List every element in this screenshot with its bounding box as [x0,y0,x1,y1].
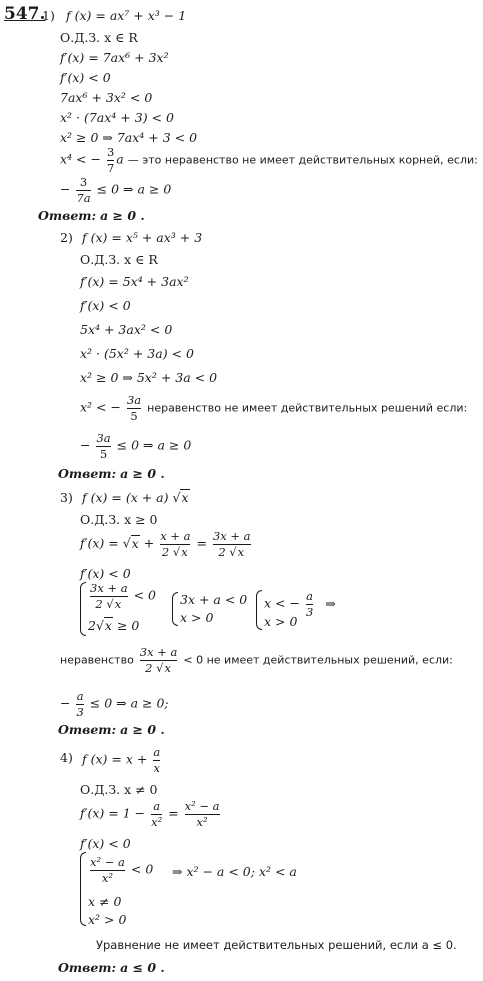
part3-derivative: f′(x) = √x + $\frac{x + a}{2 √x}$ = $\frac{3x + a}{2 √x}$ [80,529,251,559]
part3-system3-brace [256,590,262,630]
part4-number: 4) [60,750,73,765]
part3-system2-row1: 3x + a < 0 [180,592,248,607]
part1-function: f (x) = ax⁷ + x³ − 1 [66,8,187,23]
part3-domain: О.Д.З. x ≥ 0 [80,512,158,527]
part4-system-row3: x² > 0 [88,912,127,927]
part4-system-row1: $\frac{\text{x² − a}}{\text{x²}}$ < 0 [90,855,154,885]
part3-statement: неравенство $\frac{3x + a}{2 √x}$ < 0 не имеет действительных решений, если: [60,645,453,675]
part3-conclusion: − $\frac{a}{3}$ ≤ 0 ⇒ a ≥ 0; [60,689,169,719]
part3-system1-row2: 2√x ≥ 0 [88,618,140,633]
part1-number: 1) [42,8,55,23]
part1-answer: Ответ: a ≥ 0 . [38,208,145,223]
part3-system1-row1: $\frac{3x + a}{2 √x}$ < 0 [90,581,156,611]
part4-system-row2: x ≠ 0 [88,894,122,909]
part2-implication: x² ≥ 0 ⇒ 5x² + 3a < 0 [80,370,218,385]
part2-domain: О.Д.З. x ∈ R [80,252,158,267]
part2-inequality: 5x⁴ + 3ax² < 0 [80,322,173,337]
part1-condition: f′(x) < 0 [60,70,111,85]
part2-line-x2: x² < − $\frac{3a}{5}$ неравенство не имеет действительных решений если: [80,393,468,423]
part3-system3-row2: x > 0 [264,614,298,629]
part2-function: f (x) = x⁵ + ax³ + 3 [82,230,203,245]
part1-conclusion: − $\frac{3}{7a}$ ≤ 0 ⇒ a ≥ 0 [60,175,172,205]
part2-condition: f′(x) < 0 [80,298,131,313]
part1-implication: x² ≥ 0 ⇒ 7ax⁴ + 3 < 0 [60,130,198,145]
part2-number: 2) [60,230,73,245]
problem-number: 547. [4,4,46,24]
part1-line-x4: x⁴ < − $\frac{3}{7}$ a — это неравенство не имеет действительных корней, если: [60,145,478,175]
part4-system-brace [80,852,86,926]
part3-condition: f′(x) < 0 [80,566,131,581]
part4-answer: Ответ: a ≤ 0 . [58,960,165,975]
part2-answer: Ответ: a ≥ 0 . [58,466,165,481]
part4-implication: ⇒ x² − a < 0; x² < a [172,864,297,879]
part3-system2-row2: x > 0 [180,610,214,625]
part1-derivative: f′(x) = 7ax⁶ + 3x² [60,50,169,65]
part3-system1-brace [80,582,86,636]
part2-factored: x² · (5x² + 3a) < 0 [80,346,194,361]
part4-derivative: f′(x) = 1 − $\frac{a}{\text{x²}}$ = $\frac{\text{x² − a}}{\text{x²}}$ [80,799,220,829]
part4-statement: Уравнение не имеет действительных решений, если a ≤ 0. [96,938,457,952]
part4-condition: f′(x) < 0 [80,836,131,851]
part3-number: 3) [60,490,73,505]
part2-conclusion: − $\frac{3a}{5}$ ≤ 0 ⇒ a ≥ 0 [80,431,192,461]
part3-system3-row1: x < − $\frac{a}{3}$ ⇒ [264,589,336,619]
part4-function: f (x) = x + $\frac{a}{x}$ [82,745,161,775]
part1-inequality: 7ax⁶ + 3x² < 0 [60,90,153,105]
part3-system2-brace [172,592,178,626]
part3-answer: Ответ: a ≥ 0 . [58,722,165,737]
part3-function: f (x) = (x + a) √x [82,490,189,505]
part4-domain: О.Д.З. x ≠ 0 [80,782,158,797]
part1-factored: x² · (7ax⁴ + 3) < 0 [60,110,174,125]
part1-domain: О.Д.З. x ∈ R [60,30,138,45]
part2-derivative: f′(x) = 5x⁴ + 3ax² [80,274,189,289]
